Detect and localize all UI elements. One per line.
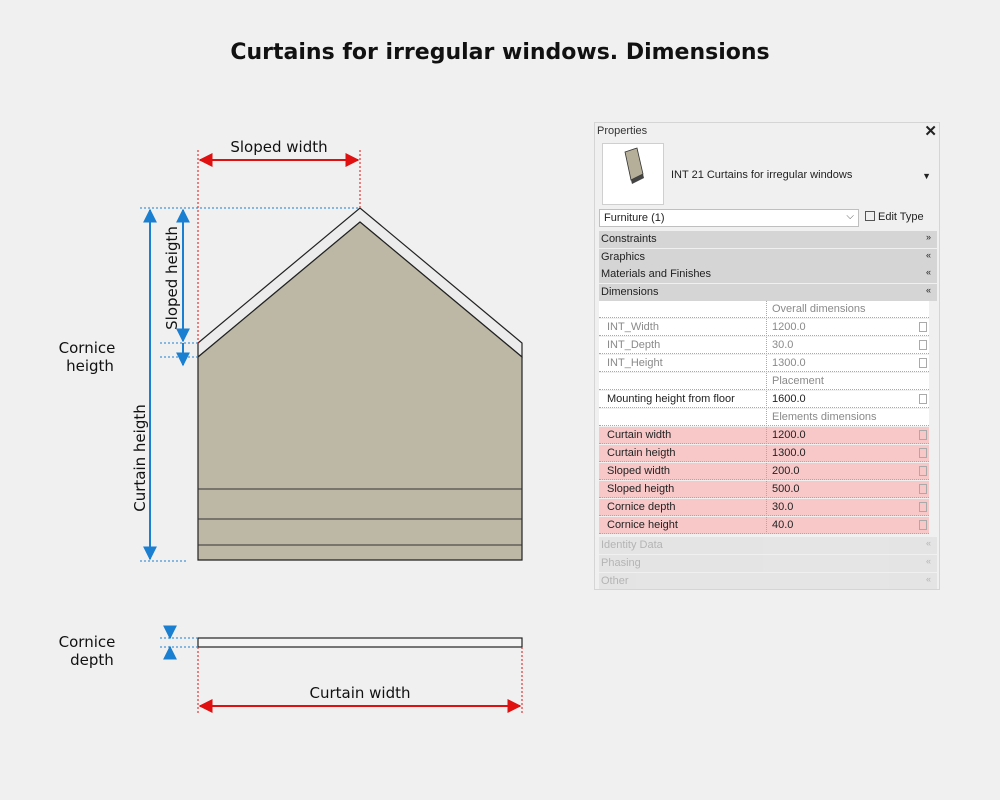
group-overall: Overall dimensions xyxy=(599,301,929,318)
edit-type-icon xyxy=(865,211,875,221)
cornice-depth-label-line1: Cornice xyxy=(58,633,116,651)
section-other[interactable]: Other « xyxy=(599,573,937,590)
edit-type-button[interactable]: Edit Type xyxy=(865,211,924,223)
curtain-fabric xyxy=(198,222,522,560)
curtain-thumbnail-icon xyxy=(603,144,663,204)
type-name: INT 21 Curtains for irregular windows xyxy=(671,169,853,181)
properties-panel xyxy=(594,122,940,590)
group-placement: Placement xyxy=(599,373,929,390)
close-icon[interactable]: ✕ xyxy=(924,123,937,140)
section-phasing[interactable]: Phasing « xyxy=(599,555,937,572)
instance-filter-select[interactable] xyxy=(599,209,859,227)
sloped-width-label: Sloped width xyxy=(230,138,328,156)
section-identity[interactable]: Identity Data « xyxy=(599,537,937,554)
property-row[interactable]: Curtain heigth 1300.0 xyxy=(599,445,929,462)
chevron-down-icon: ⌵ xyxy=(846,211,854,222)
collapse-icon: « xyxy=(925,285,931,295)
cornice-depth-label-line2: depth xyxy=(70,651,114,669)
curtain-heigth-label: Curtain heigth xyxy=(131,404,149,512)
cornice-heigth-label-line1: Cornice xyxy=(58,339,116,357)
property-row[interactable]: Cornice depth 30.0 xyxy=(599,499,929,516)
cornice-heigth-label-line2: heigth xyxy=(66,357,114,375)
cornice-top-view xyxy=(198,638,522,647)
type-thumbnail xyxy=(602,143,664,205)
property-row[interactable]: Sloped heigth 500.0 xyxy=(599,481,929,498)
property-row[interactable]: Curtain width 1200.0 xyxy=(599,427,929,444)
section-dimensions[interactable]: Dimensions « xyxy=(599,284,937,301)
type-selector[interactable] xyxy=(599,143,937,207)
curtain-width-label: Curtain width xyxy=(309,684,411,702)
sloped-heigth-label: Sloped heigth xyxy=(163,226,181,330)
collapse-icon: « xyxy=(925,250,931,260)
property-row[interactable]: Mounting height from floor 1600.0 xyxy=(599,391,929,408)
properties-header: Properties xyxy=(597,125,648,137)
property-row[interactable]: Sloped width 200.0 xyxy=(599,463,929,480)
expand-icon: » xyxy=(925,232,931,242)
property-row[interactable]: Cornice height 40.0 xyxy=(599,517,929,534)
property-row[interactable]: INT_Height 1300.0 xyxy=(599,355,929,372)
page-title: Curtains for irregular windows. Dimensions xyxy=(230,40,770,65)
property-row[interactable]: INT_Depth 30.0 xyxy=(599,337,929,354)
property-row[interactable]: INT_Width 1200.0 xyxy=(599,319,929,336)
section-constraints[interactable]: Constraints » xyxy=(599,231,937,248)
collapse-icon: « xyxy=(925,267,931,277)
group-elements: Elements dimensions xyxy=(599,409,929,426)
type-dropdown-icon[interactable]: ▼ xyxy=(922,171,931,181)
section-graphics[interactable]: Graphics « xyxy=(599,249,937,266)
instance-filter-value: Furniture (1) xyxy=(604,212,665,224)
section-materials[interactable]: Materials and Finishes « xyxy=(599,266,937,283)
